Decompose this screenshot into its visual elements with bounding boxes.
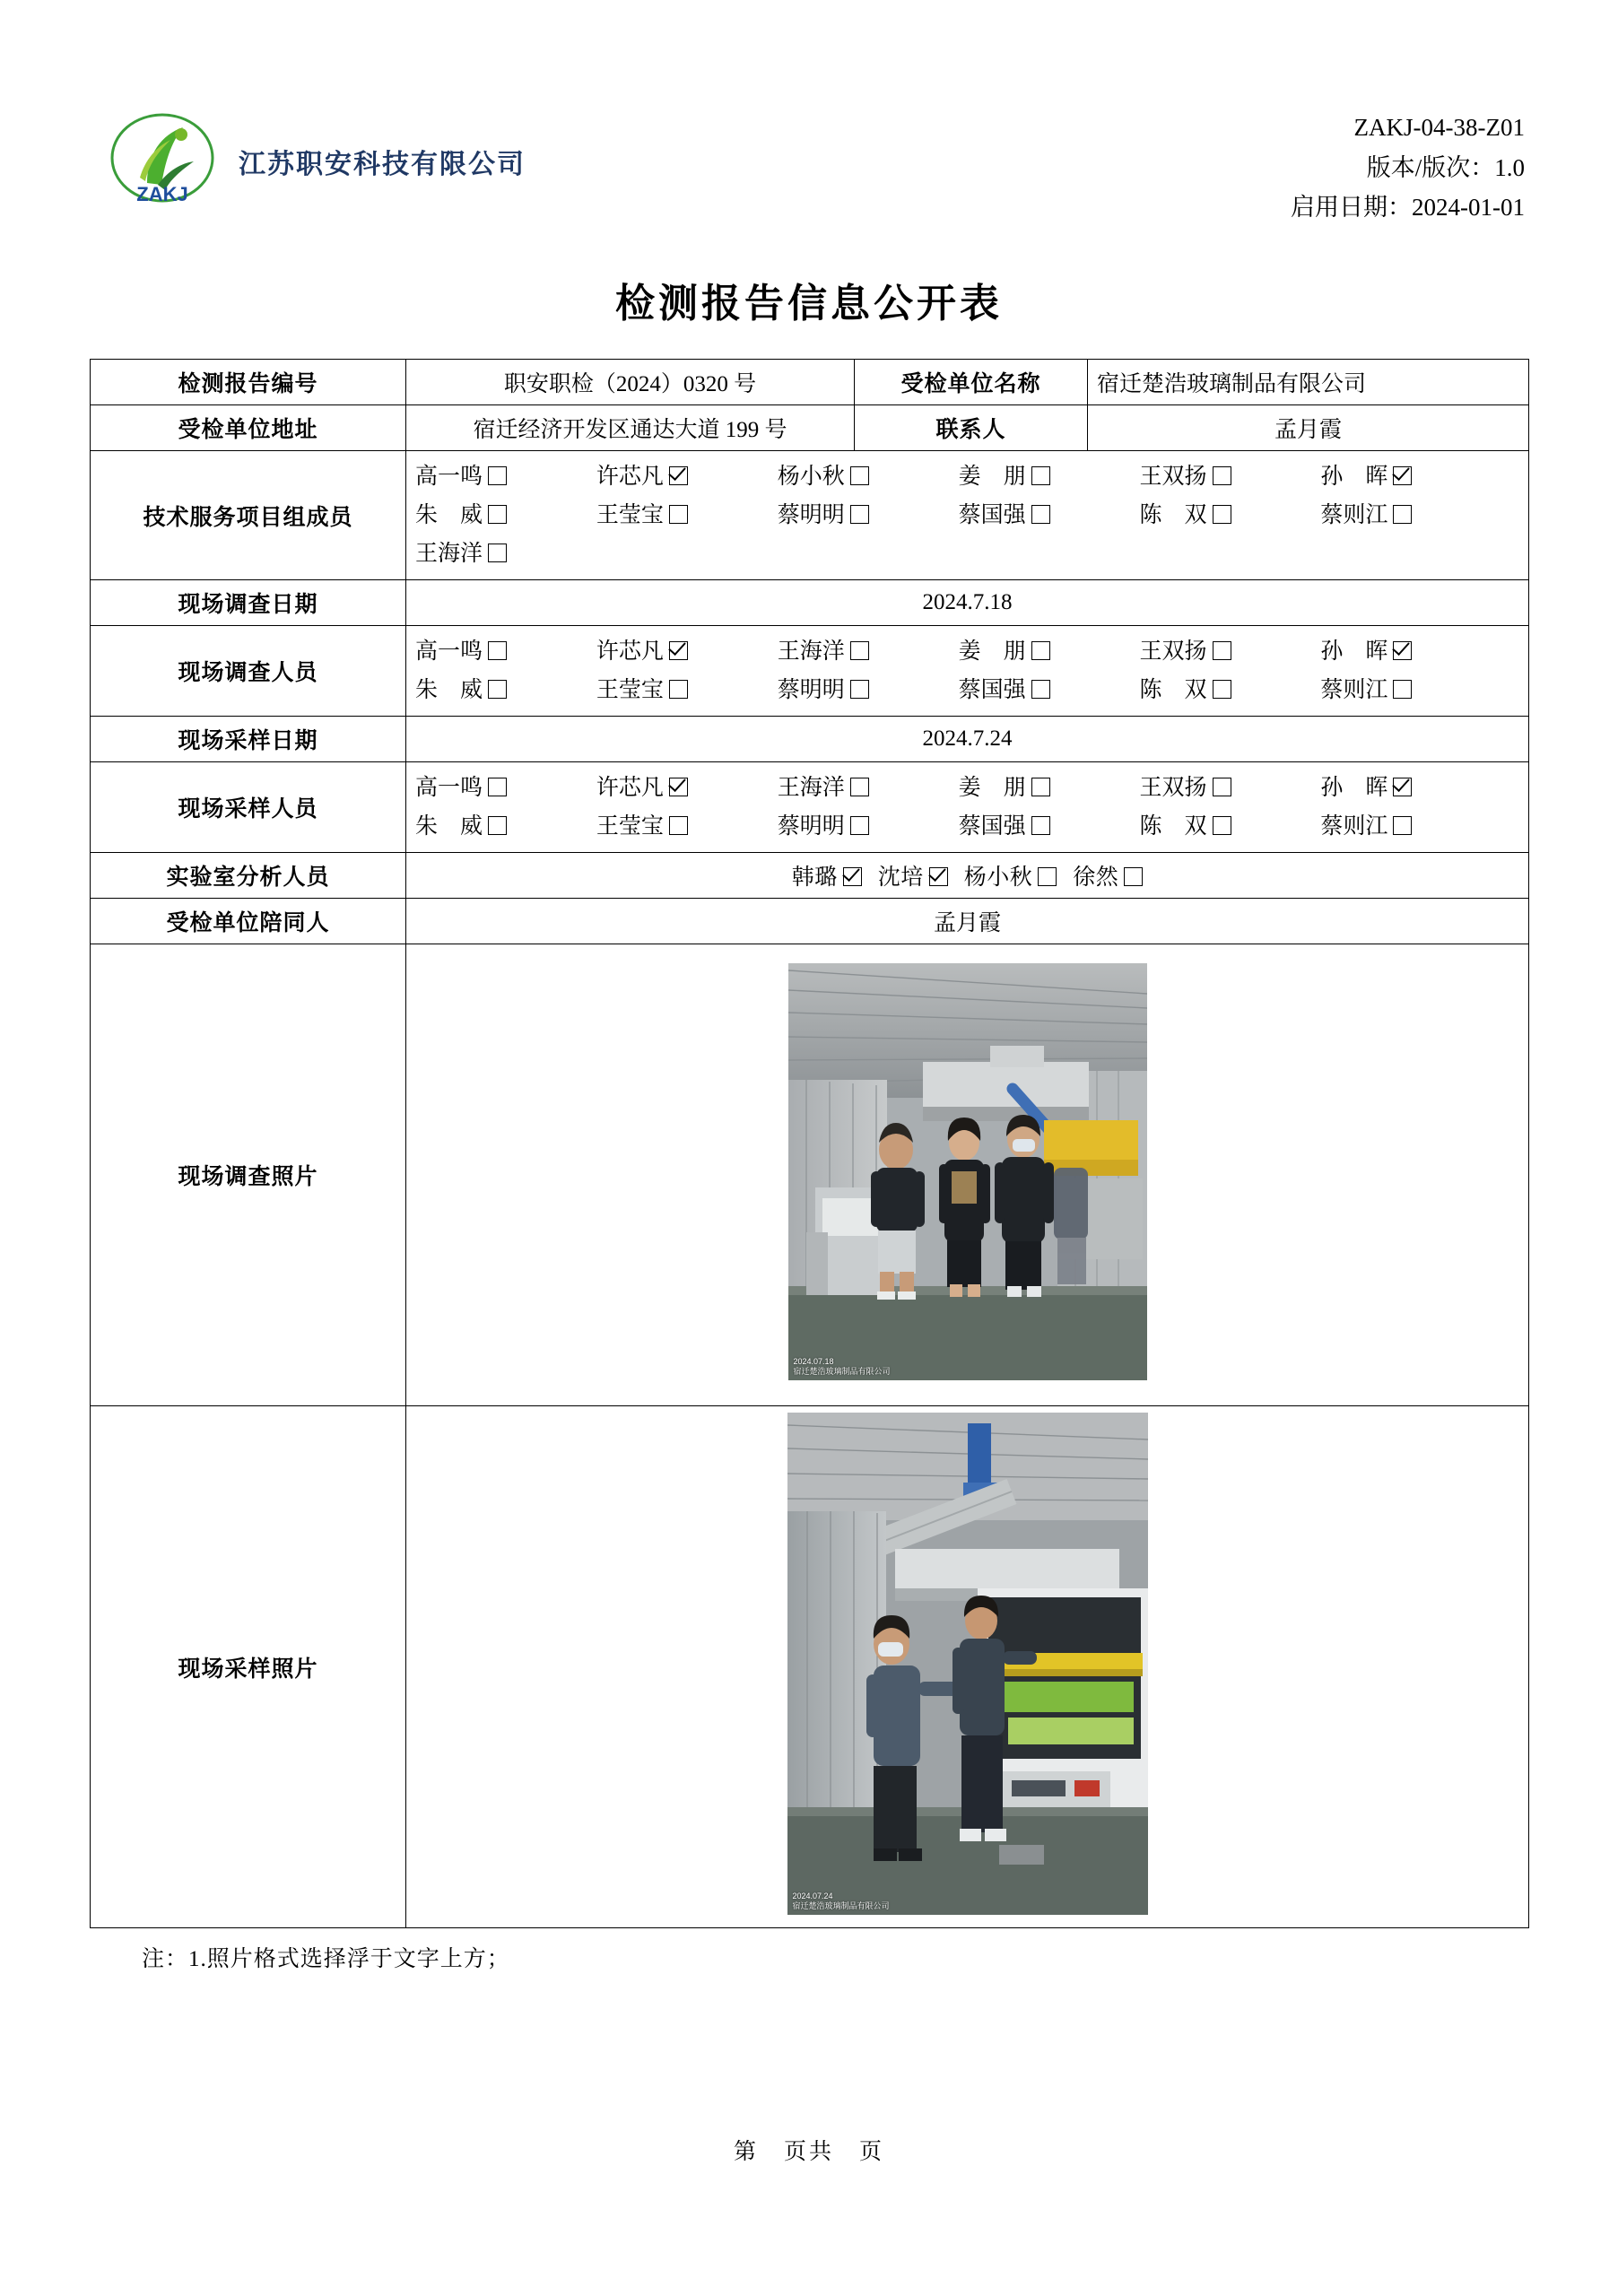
contact-label: 联系人	[855, 405, 1088, 451]
survey-photo-cell	[406, 944, 1529, 1406]
survey-date-value: 2024.7.18	[406, 580, 1529, 626]
name-label: 徐然	[1073, 865, 1119, 890]
name-checkbox-row	[415, 457, 1519, 496]
address-value: 宿迁经济开发区通达大道 199 号	[406, 405, 855, 451]
name-label: 王双扬	[1139, 465, 1207, 489]
name-label: 蔡明明	[777, 814, 845, 839]
name-checkbox-row	[415, 632, 1519, 671]
checkbox-icon[interactable]	[1213, 466, 1231, 485]
name-label: 许芯凡	[596, 465, 664, 489]
checkbox-icon[interactable]	[1031, 466, 1050, 485]
checkbox-icon[interactable]	[488, 505, 507, 524]
name-checkbox[interactable]	[959, 457, 1140, 496]
lab-staff-label: 实验室分析人员	[91, 853, 406, 899]
checkbox-checked-icon[interactable]	[1393, 641, 1412, 660]
sampling-photo-stamp-text: 宿迁楚浩玻璃制品有限公司	[792, 1900, 890, 1910]
survey-staff-list	[415, 632, 1519, 709]
name-label: 蔡则江	[1320, 678, 1388, 702]
checkbox-icon[interactable]	[850, 641, 869, 660]
survey-photo	[788, 963, 1147, 1380]
checkbox-icon[interactable]	[669, 816, 688, 835]
name-checkbox[interactable]	[1140, 769, 1321, 807]
checkbox-icon[interactable]	[1213, 816, 1231, 835]
company-name: 江苏职安科技有限公司	[239, 150, 526, 179]
name-checkbox[interactable]	[1320, 632, 1501, 671]
name-checkbox[interactable]	[1320, 807, 1501, 846]
name-checkbox[interactable]	[1140, 457, 1321, 496]
name-label: 朱 威	[415, 814, 483, 839]
sampling-photo-stamp-date: 2024.07.24	[792, 1891, 833, 1900]
name-checkbox[interactable]	[596, 457, 778, 496]
name-label: 蔡国强	[958, 503, 1026, 527]
name-label: 杨小秋	[963, 865, 1033, 890]
checkbox-icon[interactable]	[1031, 641, 1050, 660]
name-checkbox-row	[415, 807, 1519, 846]
survey-date-label: 现场调查日期	[91, 580, 406, 626]
checkbox-icon[interactable]	[1031, 778, 1050, 796]
name-label: 王双扬	[1139, 776, 1207, 800]
name-checkbox[interactable]	[778, 671, 959, 709]
checkbox-icon[interactable]	[1393, 505, 1412, 524]
checkbox-icon[interactable]	[1031, 505, 1050, 524]
report-no-label: 检测报告编号	[91, 360, 406, 405]
name-checkbox[interactable]	[778, 496, 959, 535]
name-checkbox[interactable]	[778, 457, 959, 496]
checkbox-icon[interactable]	[850, 816, 869, 835]
name-checkbox[interactable]	[959, 769, 1140, 807]
company-logo-icon	[106, 108, 219, 215]
name-label: 王海洋	[777, 639, 845, 664]
survey-staff-cell	[406, 626, 1529, 717]
client-value: 宿迁楚浩玻璃制品有限公司	[1088, 360, 1529, 405]
checkbox-icon[interactable]	[488, 680, 507, 699]
checkbox-icon[interactable]	[850, 680, 869, 699]
name-label: 蔡国强	[958, 814, 1026, 839]
sampling-photo	[787, 1413, 1148, 1915]
name-label: 韩璐	[791, 865, 838, 890]
page-title: 检测报告信息公开表	[615, 282, 1003, 326]
name-label: 陈 双	[1139, 678, 1207, 702]
checkbox-icon[interactable]	[1393, 680, 1412, 699]
name-checkbox[interactable]	[415, 632, 596, 671]
doc-version: 版本/版次：1.0	[1366, 153, 1525, 181]
checkbox-icon[interactable]	[488, 778, 507, 796]
survey-photo-stamp-date: 2024.07.18	[793, 1356, 834, 1366]
page-footer: 第 页共 页	[733, 2140, 884, 2164]
checkbox-icon[interactable]	[1213, 505, 1231, 524]
checkbox-checked-icon[interactable]	[669, 641, 688, 660]
name-checkbox-row	[415, 535, 1519, 573]
name-checkbox[interactable]	[792, 859, 862, 891]
name-label: 高一鸣	[415, 639, 483, 664]
sampling-staff-list	[415, 769, 1519, 846]
lab-staff-cell	[406, 853, 1529, 899]
name-checkbox[interactable]	[596, 769, 778, 807]
name-checkbox[interactable]	[1140, 632, 1321, 671]
table-row	[91, 451, 1529, 580]
name-checkbox[interactable]	[1140, 671, 1321, 709]
name-checkbox[interactable]	[415, 671, 596, 709]
checkbox-icon[interactable]	[1124, 867, 1143, 886]
name-label: 孙 晖	[1320, 639, 1388, 664]
name-label: 姜 朋	[958, 639, 1026, 664]
survey-photo-label: 现场调查照片	[91, 944, 406, 1406]
team-label: 技术服务项目组成员	[91, 451, 406, 580]
name-label: 蔡明明	[777, 678, 845, 702]
name-checkbox[interactable]	[415, 535, 596, 573]
name-checkbox[interactable]	[959, 632, 1140, 671]
checkbox-icon[interactable]	[669, 505, 688, 524]
name-label: 许芯凡	[596, 639, 664, 664]
name-label: 朱 威	[415, 503, 483, 527]
name-checkbox[interactable]	[1320, 769, 1501, 807]
name-label: 姜 朋	[958, 776, 1026, 800]
escort-label: 受检单位陪同人	[91, 899, 406, 944]
name-label: 杨小秋	[777, 465, 845, 489]
team-members-list	[415, 457, 1519, 573]
table-row	[91, 944, 1529, 1406]
checkbox-icon[interactable]	[669, 680, 688, 699]
name-checkbox[interactable]	[964, 859, 1057, 891]
name-label: 陈 双	[1139, 503, 1207, 527]
checkbox-icon[interactable]	[488, 466, 507, 485]
name-checkbox[interactable]	[1073, 859, 1143, 891]
sampling-date-value: 2024.7.24	[406, 717, 1529, 762]
checkbox-icon[interactable]	[850, 778, 869, 796]
checkbox-icon[interactable]	[1393, 816, 1412, 835]
name-label: 王海洋	[415, 542, 483, 566]
name-checkbox[interactable]	[596, 807, 778, 846]
checkbox-icon[interactable]	[850, 505, 869, 524]
name-checkbox[interactable]	[778, 632, 959, 671]
name-checkbox[interactable]	[778, 807, 959, 846]
name-label: 蔡国强	[958, 678, 1026, 702]
checkbox-icon[interactable]	[1038, 867, 1057, 886]
checkbox-icon[interactable]	[1031, 680, 1050, 699]
report-no-value: 职安职检（2024）0320 号	[406, 360, 855, 405]
checkbox-checked-icon[interactable]	[669, 778, 688, 796]
checkbox-checked-icon[interactable]	[843, 867, 862, 886]
sampling-photo-stamp	[793, 1892, 890, 1912]
table-row	[91, 1406, 1529, 1928]
checkbox-icon[interactable]	[488, 816, 507, 835]
note-text: 注：1.照片格式选择浮于文字上方；	[142, 1947, 510, 1971]
checkbox-icon[interactable]	[850, 466, 869, 485]
name-checkbox-row	[415, 769, 1519, 807]
name-label: 王双扬	[1139, 639, 1207, 664]
checkbox-icon[interactable]	[1213, 641, 1231, 660]
sampling-date-label: 现场采样日期	[91, 717, 406, 762]
name-checkbox[interactable]	[596, 496, 778, 535]
header-meta	[1291, 108, 1528, 228]
escort-value: 孟月霞	[406, 899, 1529, 944]
company-brand	[90, 108, 526, 215]
checkbox-checked-icon[interactable]	[929, 867, 948, 886]
contact-value: 孟月霞	[1088, 405, 1529, 451]
checkbox-icon[interactable]	[488, 641, 507, 660]
lab-staff-list	[415, 859, 1519, 891]
name-checkbox-row	[415, 671, 1519, 709]
doc-code: ZAKJ-04-38-Z01	[1353, 114, 1525, 141]
name-checkbox[interactable]	[415, 807, 596, 846]
sampling-staff-cell	[406, 762, 1529, 853]
sampling-photo-cell	[406, 1406, 1529, 1928]
name-label: 蔡明明	[777, 503, 845, 527]
table-row	[91, 899, 1529, 944]
name-checkbox[interactable]	[878, 859, 948, 891]
name-checkbox[interactable]	[415, 496, 596, 535]
name-checkbox[interactable]	[959, 807, 1140, 846]
name-checkbox[interactable]	[415, 769, 596, 807]
name-label: 沈培	[877, 865, 924, 890]
table-row	[91, 626, 1529, 717]
logo-text: ZAKJ	[136, 183, 188, 205]
report-info-table	[90, 359, 1529, 1928]
doc-effective-date: 启用日期：2024-01-01	[1291, 194, 1525, 222]
name-label: 孙 晖	[1320, 776, 1388, 800]
checkbox-checked-icon[interactable]	[1393, 778, 1412, 796]
name-checkbox[interactable]	[1320, 671, 1501, 709]
survey-photo-stamp	[794, 1357, 891, 1378]
name-checkbox-row	[415, 496, 1519, 535]
name-label: 王莹宝	[596, 678, 664, 702]
team-members-cell	[406, 451, 1529, 580]
table-row	[91, 853, 1529, 899]
checkbox-icon[interactable]	[1213, 778, 1231, 796]
checkbox-checked-icon[interactable]	[669, 466, 688, 485]
client-label: 受检单位名称	[855, 360, 1088, 405]
name-label: 高一鸣	[415, 465, 483, 489]
name-label: 朱 威	[415, 678, 483, 702]
name-label: 王莹宝	[596, 814, 664, 839]
checkbox-icon[interactable]	[1031, 816, 1050, 835]
name-label: 王莹宝	[596, 503, 664, 527]
address-label: 受检单位地址	[91, 405, 406, 451]
name-label: 高一鸣	[415, 776, 483, 800]
table-row	[91, 360, 1529, 405]
survey-photo-stamp-text: 宿迁楚浩玻璃制品有限公司	[793, 1366, 891, 1376]
table-row	[91, 580, 1529, 626]
name-checkbox[interactable]	[415, 457, 596, 496]
document-header	[90, 108, 1528, 233]
name-checkbox[interactable]	[1320, 457, 1501, 496]
name-label: 陈 双	[1139, 814, 1207, 839]
name-checkbox[interactable]	[596, 632, 778, 671]
checkbox-icon[interactable]	[488, 544, 507, 562]
survey-staff-label: 现场调查人员	[91, 626, 406, 717]
name-checkbox[interactable]	[1320, 496, 1501, 535]
sampling-photo-label: 现场采样照片	[91, 1406, 406, 1928]
name-label: 孙 晖	[1320, 465, 1388, 489]
table-row	[91, 717, 1529, 762]
name-checkbox[interactable]	[1140, 807, 1321, 846]
name-checkbox[interactable]	[1140, 496, 1321, 535]
name-checkbox[interactable]	[959, 496, 1140, 535]
sampling-staff-label: 现场采样人员	[91, 762, 406, 853]
name-label: 许芯凡	[596, 776, 664, 800]
name-label: 蔡则江	[1320, 503, 1388, 527]
checkbox-checked-icon[interactable]	[1393, 466, 1412, 485]
name-label: 蔡则江	[1320, 814, 1388, 839]
table-row	[91, 762, 1529, 853]
name-label: 王海洋	[777, 776, 845, 800]
name-checkbox[interactable]	[596, 671, 778, 709]
name-label: 姜 朋	[958, 465, 1026, 489]
checkbox-icon[interactable]	[1213, 680, 1231, 699]
table-row	[91, 405, 1529, 451]
name-checkbox[interactable]	[959, 671, 1140, 709]
name-checkbox[interactable]	[778, 769, 959, 807]
